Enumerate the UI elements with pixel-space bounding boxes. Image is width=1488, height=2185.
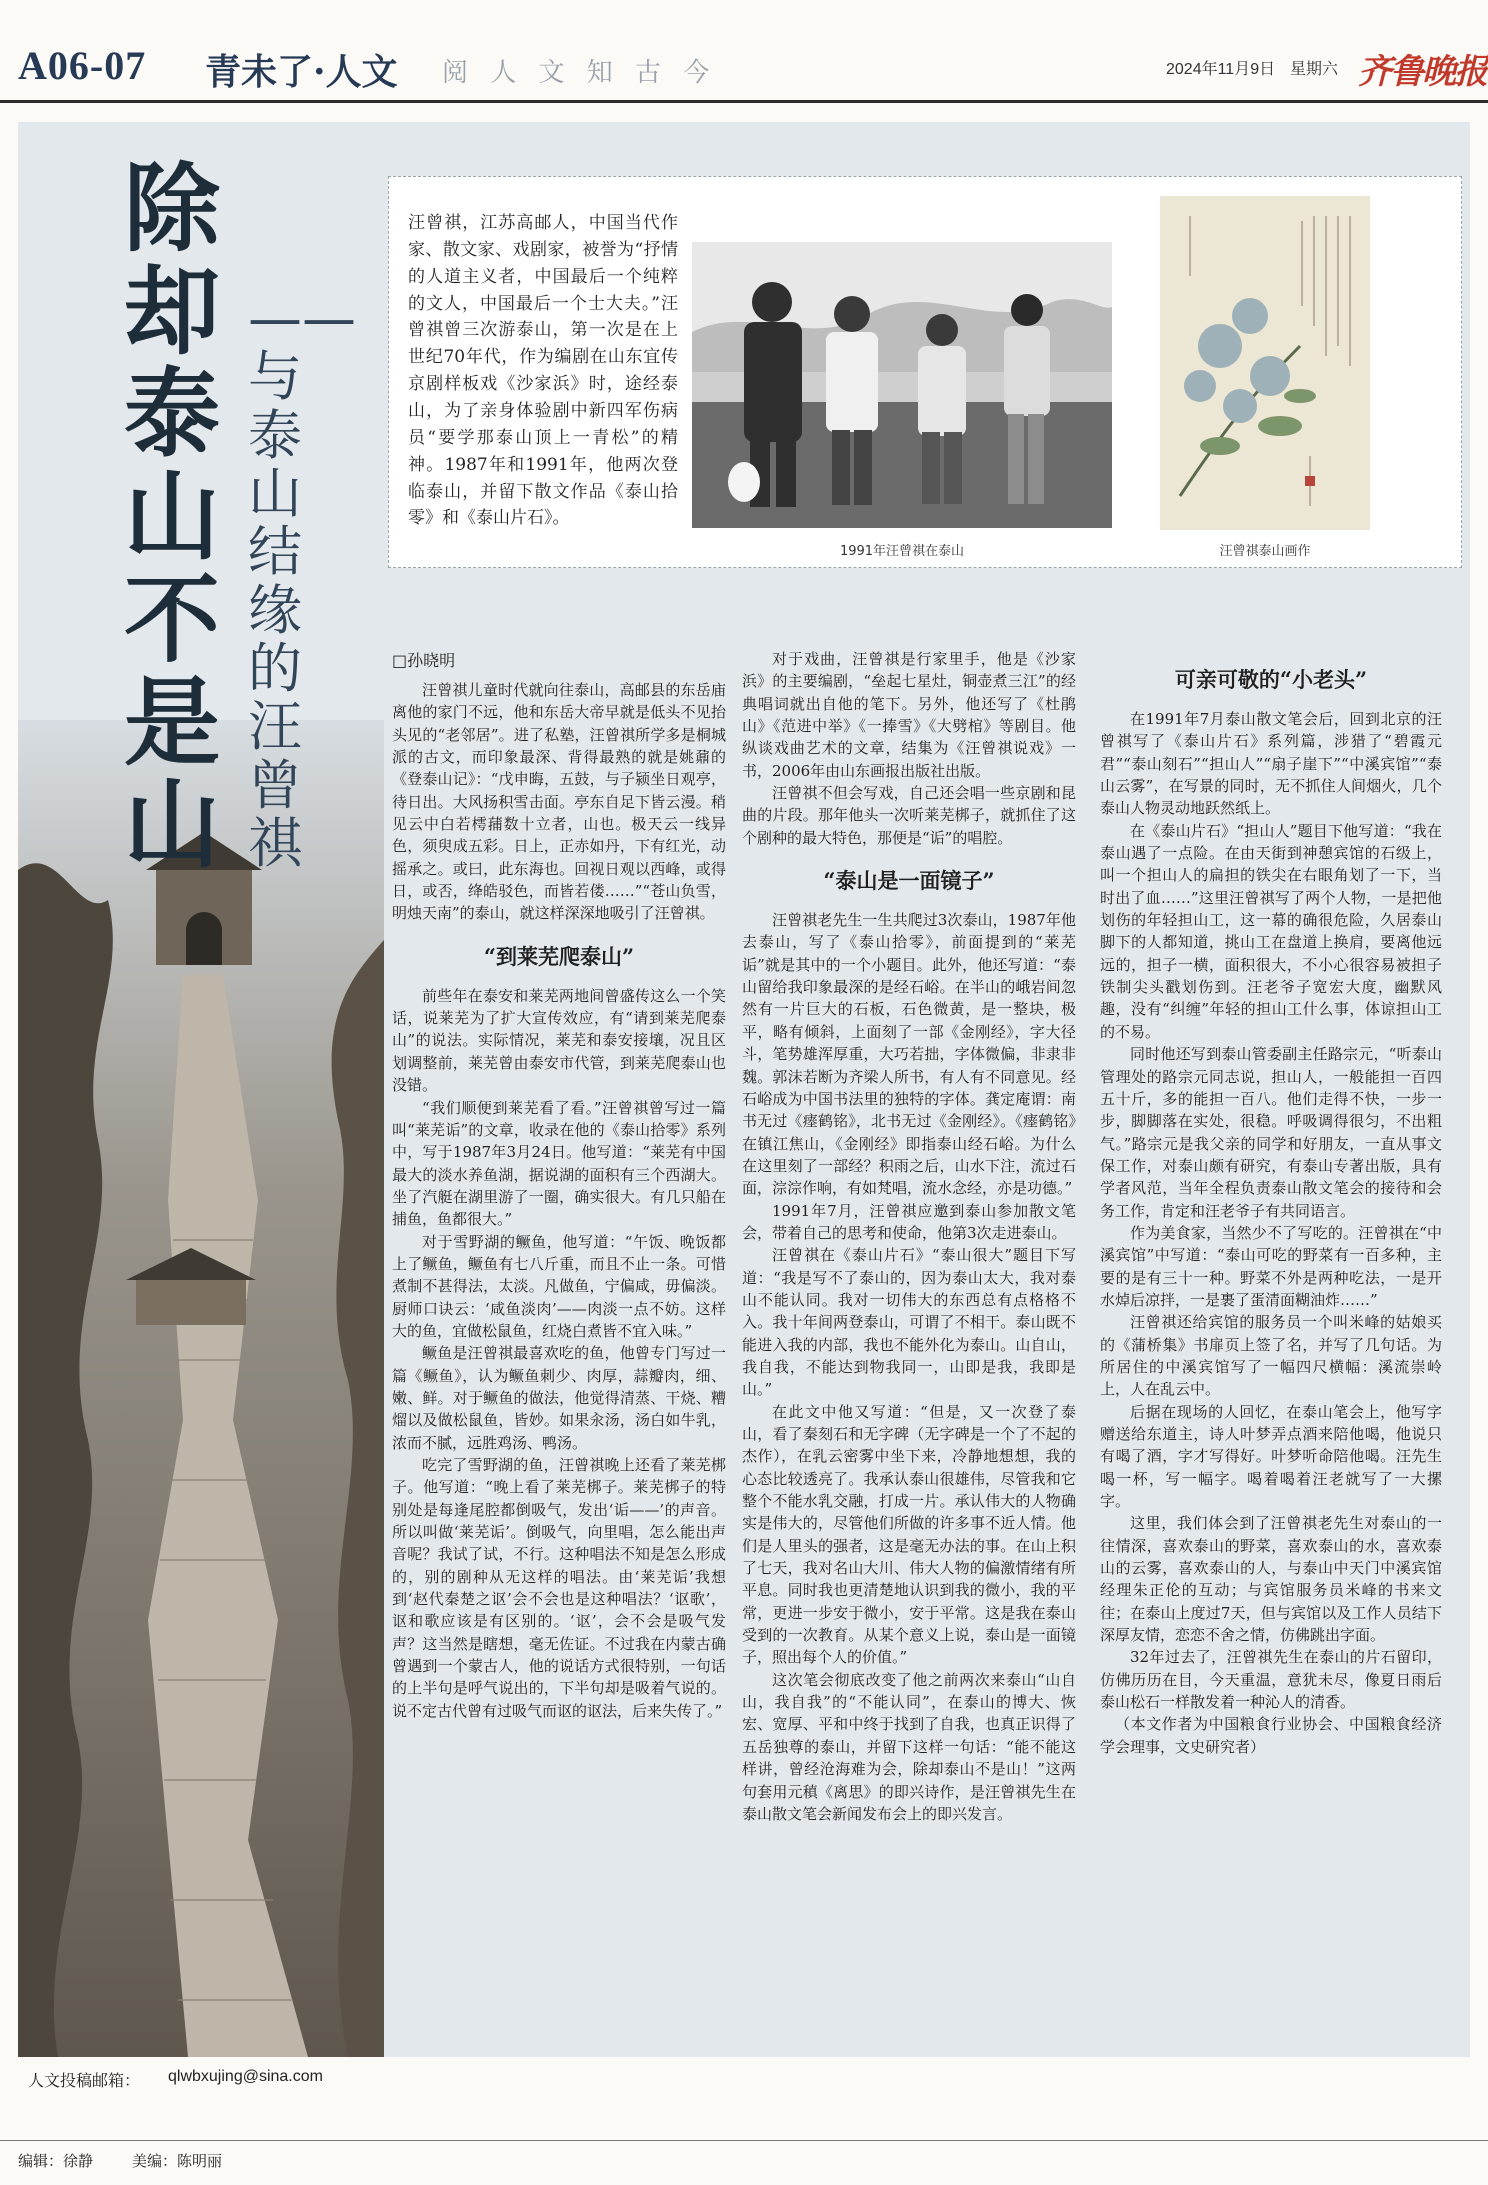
page-number: A06-07	[18, 43, 147, 88]
wang-zengqi-group-photo	[692, 242, 1112, 528]
footer-designer: 美编：陈明丽	[132, 2152, 223, 2170]
paragraph: 对于雪野湖的鳜鱼，他写道：“午饭、晚饭都上了鳜鱼，鳜鱼有七八斤重，而且不止一条。可惜煮制不甚得法，太淡。凡做鱼，宁偏咸，毋偏淡。厨师口诀云：‘咸鱼淡肉’——肉淡一点不妨。这样大的鱼，宜做松鼠鱼，红烧白煮皆不宜入味。”	[392, 1232, 726, 1340]
paragraph: 汪曾祺不但会写戏，自己还会唱一些京剧和昆曲的片段。那年他头一次听莱芜梆子，就抓住了这个剧种的最大特色，那便是“诟”的唱腔。	[742, 784, 1076, 847]
issue-weekday: 星期六	[1290, 59, 1339, 78]
section-heading-laiwu: “到莱芜爬泰山”	[483, 943, 635, 969]
section-title: 青未了·人文	[205, 51, 398, 93]
paragraph: 对于戏曲，汪曾祺是行家里手，他是《沙家浜》的主要编剧，“垒起七星灶，铜壶煮三江”的经典唱词就出自他的笔下。另外，他还写了《杜鹃山》《范进中举》《一捧雪》《大劈棺》等剧目。他纵谈戏曲艺术的文章，结集为《汪曾祺说戏》一书，2006年由山东画报出版社出版。	[742, 650, 1076, 780]
wang-zengqi-painting	[1160, 196, 1370, 530]
section-heading-mirror: “泰山是一面镜子”	[823, 868, 995, 894]
paragraph: 汪曾祺在《泰山片石》“泰山很大”题目下写道：“我是写不了泰山的，因为泰山太大，我对泰山不能认同。我对一切伟大的东西总有点格格不入。我十年间两登泰山，可谓了不相干。泰山既不能进入我的内部，我也不能外化为泰山。山自山，我自我，不能达到物我同一，山即是我，我即是山。”	[742, 1246, 1076, 1399]
paragraph: 汪曾祺儿童时代就向往泰山，高邮县的东岳庙离他的家门不远，他和东岳大帝早就是低头不见抬头见的“老邻居”。进了私塾，汪曾祺所学多是桐城派的古文，而印象最深、背得最熟的就是姚鼐的《登泰山记》：“戊申晦，五鼓，与子颍坐日观亭，待日出。大风扬积雪击面。亭东自足下皆云漫。稍见云中白若樗蒱数十立者，山也。极天云一线异色，须臾成五彩。日上，正赤如丹，下有红光，动摇承之。或曰，此东海也。回视日观以西峰，或得日，或否，绛皓驳色，而皆若偻……”“苍山负雪，明烛天南”的泰山，就这样深深地吸引了汪曾祺。	[392, 681, 726, 923]
submission-email-label: 人文投稿邮箱：	[28, 2071, 141, 2090]
paragraph: 鳜鱼是汪曾祺最喜欢吃的鱼，他曾专门写过一篇《鳜鱼》，认为鳜鱼刺少、肉厚，蒜瓣肉，细、嫩、鲜。对于鳜鱼的做法，他觉得清蒸、干烧、糟熘以及做松鼠鱼，皆妙。如果汆汤，汤白如牛乳，浓而不腻，远胜鸡汤、鸭汤。	[392, 1344, 726, 1452]
article-column-1	[392, 648, 726, 2128]
byline: □孙晓明	[392, 651, 456, 670]
author-intro: 汪曾祺，江苏高邮人，中国当代作家、散文家、戏剧家，被誉为“抒情的人道主义者，中国最后一个纯粹的文人，中国最后一个士大夫。”汪曾祺曾三次游泰山，第一次是在上世纪70年代，作为编剧在山东宜传京剧样板戏《沙家浜》时，途经泰山，为了亲身体验剧中新四军伤病员“要学那泰山顶上一青松”的精神。1987年和1991年，他两次登临泰山，并留下散文作品《泰山拾零》和《泰山片石》。	[408, 213, 678, 529]
paragraph: 1991年7月，汪曾祺应邀到泰山参加散文笔会，带着自己的思考和使命，他第3次走进泰山。	[742, 1201, 1076, 1242]
paragraph: 吃完了雪野湖的鱼，汪曾祺晚上还看了莱芜梆子。他写道：“晚上看了莱芜梆子。莱芜梆子的特别处是每逢尾腔都倒吸气，发出‘诟——’的声音。所以叫做‘莱芜诟’。倒吸气，向里唱，怎么能出声音呢？我试了试，不行。这种唱法不知是怎么形成的，别的剧种从无这样的唱法。由‘莱芜诟’我想到‘赵代秦楚之讴’会不会也是这种唱法？‘讴歌’，讴和歌应该是有区别的。‘讴’，会不会是吸气发声？这当然是瞎想，毫无佐证。不过我在内蒙古确曾遇到一个蒙古人，他的说话方式很特别，一句话的上半句是呼气说出的，下半句却是吸着气说的。说不定古代曾有过吸气而讴的讴法，后来失传了。”	[392, 1456, 726, 1720]
mount-tai-stairway-photo	[18, 720, 384, 2057]
section-heading-old-man: 可亲可敬的“小老头”	[1174, 667, 1368, 692]
paragraph: 前些年在泰安和莱芜两地间曾盛传这么一个笑话，说莱芜为了扩大宣传效应，有“请到莱芜爬泰山”的说法。实际情况，莱芜和泰安接壤，况且区划调整前，莱芜曾由泰安市代管，到莱芜爬泰山也没错。	[392, 986, 726, 1095]
article-column-3	[1100, 648, 1442, 2128]
paragraph: 32年过去了，汪曾祺先生在泰山的片石留印，仿佛历历在目，今天重温，意犹未尽，像夏日雨后泰山松石一样散发着一种沁人的清香。	[1100, 1648, 1442, 1712]
article-column-2	[742, 648, 1076, 2128]
paragraph: “我们顺便到莱芜看了看。”汪曾祺曾写过一篇叫“莱芜诟”的文章，收录在他的《泰山拾零》系列中，写于1987年3月24日。他写道：“莱芜有中国最大的淡水养鱼湖，据说湖的面积有三个西湖大。坐了汽艇在湖里游了一圈，确实很大。有几只船在捕鱼，鱼都很大。”	[392, 1098, 726, 1229]
footer-rule	[0, 2140, 1488, 2141]
headline: 除却泰山不是山	[124, 152, 220, 882]
paragraph: 汪曾祺还给宾馆的服务员一个叫米峰的姑娘买的《蒲桥集》书扉页上签了名，并写了几句话。为所居住的中溪宾馆写了一幅四尺横幅：溪流崇岭上，人在乱云中。	[1100, 1313, 1442, 1399]
newspaper-logo: 齐鲁晚报	[1358, 52, 1486, 92]
paragraph: 在《泰山片石》“担山人”题目下他写道：“我在泰山遇了一点险。在由天街到神憩宾馆的石级上，叫一个担山人的扁担的铁尖在右眼角划了一下，当时出了血……”这里汪曾祺写了两个人物，一是把他划伤的年轻担山工，这一幕的确很危险，久居泰山脚下的人都知道，挑山工在盘道上换肩，要离他远远的，担子一横，面积很大，不小心很容易被担子铁制尖头戳划伤到。汪老爷子宽宏大度，幽默风趣，没有“纠缠”年轻的担山工什么事，体谅担山工的不易。	[1100, 821, 1442, 1041]
footer-editor: 编辑：徐静	[18, 2152, 94, 2170]
header-rule	[0, 100, 1488, 103]
paragraph: 这里，我们体会到了汪曾祺老先生对泰山的一往情深，喜欢泰山的野菜，喜欢泰山的水，喜欢泰山的云雾，喜欢泰山的人，与泰山中天门中溪宾馆经理朱正伦的互动；与宾馆服务员米峰的书来文往；在泰山上度过7天，但与宾馆以及工作人员结下深厚友情，恋恋不舍之情，仿佛跳出字面。	[1100, 1514, 1442, 1645]
section-motto: 阅 人 文 知 古 今	[442, 58, 714, 88]
paragraph: 同时他还写到泰山管委副主任路宗元，“听泰山管理处的路宗元同志说，担山人，一般能担一百四五十斤，多的能担一百八。他们走得不快，一步一步，脚脚落在实处，很稳。呼吸调得很匀，不出粗气。”路宗元是我父亲的同学和好朋友，一直从事文保工作，对泰山颇有研究，有泰山专著出版，具有学者风范，当年全程负责泰山散文笔会的接待和会务工作，肯定和汪老爷子有共同语言。	[1100, 1045, 1442, 1220]
paragraph: 后据在现场的人回忆，在泰山笔会上，他写字赠送给东道主，诗人叶梦弄点酒来陪他喝，他说只有喝了酒，字才写得好。叶梦听命陪他喝。汪先生喝一杯，写一幅字。喝着喝着汪老就写了一大摞字。	[1100, 1402, 1442, 1511]
photo1-caption: 1991年汪曾祺在泰山	[839, 544, 965, 559]
paragraph: 这次笔会彻底改变了他之前两次来泰山“山自山，我自我”的“不能认同”，在泰山的博大、恢宏、宽厚、平和中终于找到了自我，也真正识得了五岳独尊的泰山，并留下这样一句话：“能不能这样讲，曾经沧海难为会，除却泰山不是山！”这两句套用元稹《离思》的即兴诗作，是汪曾祺先生在泰山散文笔会新闻发布会上的即兴发言。	[742, 1670, 1076, 1823]
subheadline: ——与泰山结缘的汪曾祺	[248, 287, 356, 875]
photo2-caption: 汪曾祺泰山画作	[1219, 544, 1311, 559]
author-note: （本文作者为中国粮食行业协会、中国粮食经济学会理事，文史研究者）	[1100, 1715, 1442, 1756]
paragraph: 在此文中他又写道：“但是，又一次登了泰山，看了秦刻石和无字碑（无字碑是一个了不起的杰作），在乳云密雾中坐下来，冷静地想想，我的心态比较透亮了。我承认泰山很雄伟，尽管我和它整个不能水乳交融，打成一片。承认伟大的人物确实是伟大的，尽管他们所做的许多事不近人情。他们是人里头的强者，这是毫无办法的事。在山上积了七天，我对名山大川、伟大人物的偏激情绪有所平息。同时我也更清楚地认识到我的微小，我的平常，更进一步安于微小，安于平常。这是我在泰山受到的一次教育。从某个意义上说，泰山是一面镜子，照出每个人的价值。”	[742, 1402, 1076, 1667]
paragraph: 作为美食家，当然少不了写吃的。汪曾祺在“中溪宾馆”中写道：“泰山可吃的野菜有一百多种，主要的是有三十一种。野菜不外是两种吃法，一是开水焯后凉拌，一是裹了蛋清面糊油炸……”	[1100, 1223, 1442, 1309]
paragraph: 在1991年7月泰山散文笔会后，回到北京的汪曾祺写了《泰山片石》系列篇，涉猎了“碧霞元君”“泰山刻石”“担山人”“扇子崖下”“中溪宾馆”“泰山云雾”，在写景的同时，无不抓住人间烟火，几个泰山人物灵动地跃然纸上。	[1100, 710, 1442, 818]
submission-email[interactable]: qlwbxujing@sina.com	[168, 2068, 323, 2085]
issue-date: 2024年11月9日	[1166, 61, 1276, 78]
paragraph: 汪曾祺老先生一生共爬过3次泰山，1987年他去泰山，写了《泰山拾零》，前面提到的“莱芜诟”就是其中的一个小题目。此外，他还写道：“泰山留给我印象最深的是经石峪。在半山的峨岩间忽然有一片巨大的石板，石色微黄，是一整块，极平，略有倾斜，上面刻了一部《金刚经》，字大径斗，笔势雄浑厚重，大巧若拙，字体微偏，非隶非魏。郭沫若断为齐梁人所书，有人有不同意见。经石峪成为中国书法里的独特的字体。龚定庵谓：南书无过《瘗鹤铭》，北书无过《金刚经》。《瘗鹤铭》在镇江焦山，《金刚经》即指泰山经石峪。为什么在这里刻了一部经？积雨之后，山水下注，流过石面，淙淙作响，有如梵唱，流水念经，亦是功德。”	[742, 911, 1076, 1198]
